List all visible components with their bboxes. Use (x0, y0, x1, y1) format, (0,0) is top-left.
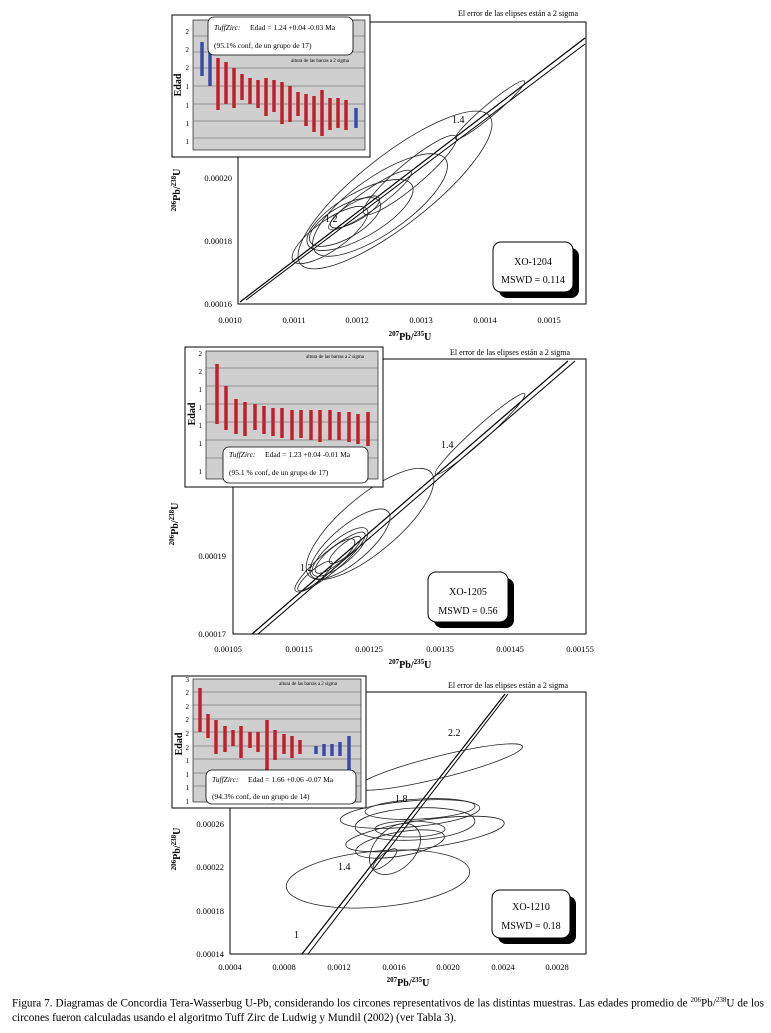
y-axis-label: $^{206}$Pb/$^{238}$U (170, 168, 183, 212)
svg-text:2: 2 (198, 368, 202, 376)
tuffzirc-confidence: (95.1 % conf, de un grupo de 17) (229, 468, 329, 477)
concordia-age-label: 1 (294, 930, 299, 941)
concordia-age-label: 1.2 (325, 214, 338, 225)
svg-text:2: 2 (185, 744, 189, 752)
concordia-age-label: 1.4 (452, 115, 465, 126)
svg-text:0.0016: 0.0016 (382, 962, 406, 972)
svg-text:0.0012: 0.0012 (327, 962, 351, 972)
x-tick: 0.0014 (473, 315, 497, 325)
concordia-age-label: 1.2 (300, 563, 313, 574)
inset-bar-note: altura de las barras a 2 sigma (290, 59, 350, 64)
svg-text:0.00017: 0.00017 (198, 629, 226, 639)
y-axis-ticks (198, 551, 226, 639)
sample-id: XO-1205 (449, 587, 487, 598)
svg-text:1: 1 (185, 120, 189, 128)
x-axis-ticks (214, 644, 594, 654)
svg-text:2: 2 (185, 689, 189, 697)
caption-prefix: Figura 7. (12, 997, 53, 1010)
concordia-age-label: 1.4 (441, 440, 454, 451)
inset-y-label: Edad (174, 732, 185, 756)
svg-text:1: 1 (185, 138, 189, 146)
svg-text:2: 2 (185, 716, 189, 724)
mswd-value: MSWD = 0.18 (501, 921, 561, 932)
svg-text:0.00026: 0.00026 (196, 819, 224, 829)
x-tick: 0.0013 (409, 315, 433, 325)
ellipse-error-note: El error de las elipses están a 2 sigma (450, 348, 570, 357)
svg-text:2: 2 (185, 64, 189, 72)
svg-text:1: 1 (198, 468, 202, 476)
x-axis-label: $^{207}$Pb/$^{235}$U (388, 330, 432, 343)
svg-text:0.00014: 0.00014 (196, 949, 224, 959)
tuffzirc-result: Edad = 1.66 +0.06 -0.07 Ma (248, 775, 334, 784)
svg-text:0.0004: 0.0004 (218, 962, 242, 972)
x-tick: 0.0012 (345, 315, 369, 325)
y-tick: 0.00016 (204, 299, 232, 309)
tuffzirc-label: TuffZirc: (229, 450, 256, 459)
svg-text:2: 2 (185, 703, 189, 711)
svg-text:1: 1 (185, 757, 189, 765)
y-axis-label: $^{206}$Pb/$^{238}$U (170, 827, 183, 871)
y-axis-ticks (196, 819, 224, 959)
tuffzirc-label: TuffZirc: (214, 23, 241, 32)
svg-text:1: 1 (185, 102, 189, 110)
x-axis-ticks (218, 962, 568, 972)
concordia-age-label: 2.2 (448, 728, 461, 739)
svg-text:0.00125: 0.00125 (355, 644, 383, 654)
svg-text:0.0020: 0.0020 (436, 962, 460, 972)
svg-text:0.0024: 0.0024 (491, 962, 515, 972)
svg-text:1: 1 (185, 771, 189, 779)
y-tick: 0.00020 (204, 173, 232, 183)
svg-text:0.0028: 0.0028 (545, 962, 569, 972)
figure-caption: Figura 7. Diagramas de Concordia Tera-Wasserbug U-Pb, considerando los circones representativos de las distintas muestras. Las edades promedio de $^{206}$Pb/$^{238}$U de los circones fueron calculadas usando el algoritmo Tuff Zirc de Ludwig y Mundil (2002) (ver Tabla 3). (12, 996, 764, 1024)
sample-id: XO-1204 (514, 257, 552, 268)
inset-bar-note: altura de las barras a 2 sigma (305, 355, 365, 360)
concordia-panel-xo-1210 (0, 674, 771, 990)
svg-text:3: 3 (185, 676, 189, 684)
concordia-panel-xo-1204 (0, 0, 771, 345)
tuffzirc-result: Edad = 1.23 +0.04 -0.01 Ma (265, 450, 351, 459)
x-axis-label: $^{207}$Pb/$^{235}$U (388, 658, 432, 671)
svg-text:2: 2 (185, 46, 189, 54)
caption-text: Diagramas de Concordia Tera-Wasserbug U-Pb, considerando los circones representativos de las distintas muestras. Las edades promedio de (55, 997, 688, 1010)
ellipse-error-note: El error de las elipses están a 2 sigma (458, 9, 578, 18)
ellipse-error-note: El error de las elipses están a 2 sigma (448, 681, 568, 690)
svg-text:0.00145: 0.00145 (496, 644, 524, 654)
svg-text:0.00105: 0.00105 (214, 644, 242, 654)
svg-text:1: 1 (198, 422, 202, 430)
svg-text:0.00135: 0.00135 (426, 644, 454, 654)
svg-text:2: 2 (198, 350, 202, 358)
svg-text:1: 1 (185, 798, 189, 806)
concordia-panel-xo-1205 (0, 344, 771, 674)
tuffzirc-result: Edad = 1.24 +0.04 -0.03 Ma (250, 23, 336, 32)
x-tick: 0.0011 (282, 315, 306, 325)
svg-text:0.00022: 0.00022 (196, 862, 224, 872)
svg-text:1: 1 (198, 386, 202, 394)
mswd-value: MSWD = 0.114 (501, 275, 565, 286)
svg-text:0.00018: 0.00018 (196, 906, 224, 916)
svg-text:1: 1 (198, 404, 202, 412)
mswd-value: MSWD = 0.56 (438, 606, 498, 617)
svg-text:0.00115: 0.00115 (285, 644, 313, 654)
inset-bar-note: altura de las barras a 2 sigma (278, 682, 338, 687)
y-axis-label: $^{206}$Pb/$^{238}$U (168, 502, 181, 546)
x-tick: 0.0015 (537, 315, 561, 325)
tuffzirc-label: TuffZirc: (212, 775, 239, 784)
y-axis-ticks (204, 173, 232, 309)
svg-text:1: 1 (185, 83, 189, 91)
tuffzirc-confidence: (95.1% conf, de un grupo de 17) (214, 41, 312, 50)
svg-text:2: 2 (185, 730, 189, 738)
sample-id: XO-1210 (512, 902, 550, 913)
tuffzirc-confidence: (94.3% conf, de un grupo de 14) (212, 792, 310, 801)
svg-text:0.0008: 0.0008 (272, 962, 296, 972)
concordia-age-label: 1.4 (338, 862, 351, 873)
svg-text:1: 1 (198, 440, 202, 448)
x-axis-label: $^{207}$Pb/$^{235}$U (386, 976, 430, 989)
svg-text:0.00155: 0.00155 (566, 644, 594, 654)
inset-y-label: Edad (173, 73, 184, 97)
svg-text:0.00019: 0.00019 (198, 551, 226, 561)
x-axis-ticks (218, 315, 560, 325)
caption-text-2: U de los circones fueron calculadas usando el algoritmo Tuff Zirc de Ludwig y Mundil (2002) (ver Tabla 3). (12, 997, 764, 1024)
x-tick: 0.0010 (218, 315, 242, 325)
svg-text:1: 1 (185, 784, 189, 792)
inset-y-label: Edad (187, 402, 198, 426)
y-tick: 0.00018 (204, 236, 232, 246)
concordia-age-label: 1.8 (395, 794, 408, 805)
svg-text:2: 2 (185, 28, 189, 36)
